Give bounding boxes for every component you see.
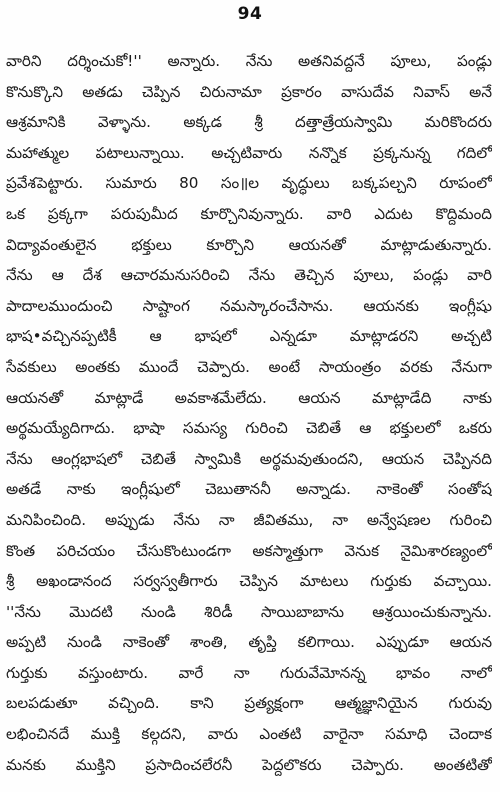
text-line: పాదాలముందుంచి సాష్టాంగ నమస్కారంచేసాను. ఆయనకు ఇంగ్లీషు <box>6 296 492 315</box>
text-line: కొనుక్కొని అతడు చెప్పిన చిరునామా ప్రకారం వాసుదేవ నివాస్ అనే <box>6 82 492 101</box>
page-number: 94 <box>237 4 263 24</box>
text-line: ప్రవేశపెట్టారు. సుమారు 80 సం॥ల వృద్ధులు బక్కపల్చని రూపంలో <box>6 174 492 193</box>
text-line: నేను ఆ దేశ ఆచారమనుసరించి నేను తెచ్చిన పూలు, పండ్లు వారి <box>6 266 492 285</box>
text-line: గుర్తుకు వస్తుంటారు. వారే నా గురువేమోనన్న భావం నాలో <box>6 663 492 682</box>
text-line: మనకు ముక్తిని ప్రసాదించలేరనీ పెద్దలొకరు చెప్పారు. అంతటితో <box>6 755 492 774</box>
text-line: అతడే నాకు ఇంగ్లీషులో చెబుతాననీ అన్నాడు. నాకెంతో సంతోష <box>6 480 492 499</box>
text-line: శ్రీ అఖండానంద సర్వస్వతీగారు చెప్పిన మాటలు గుర్తుకు వచ్చాయి. <box>6 572 492 591</box>
text-line: విద్యావంతులైన భక్తులు కూర్చొని ఆయనతో మాట్లాడుతున్నారు. <box>6 235 492 254</box>
text-line: వారిని దర్శించుకో!'' అన్నారు. నేను అతనివద్దనే పూలు, పండ్లు <box>6 52 492 70</box>
text-line: మనిపించింది. అప్పుడు నేను నా జీవితము, నా అన్వేషణల గురించి <box>6 510 492 529</box>
text-line: కొంత పరిచయం చేసుకొంటుండగా అకస్మాత్తుగా వెనుక నైమిశారణ్యంలో <box>6 541 492 560</box>
text-line: నేను ఆంగ్లభాషలో చెబితే స్వామికి అర్థమవుతుందని, ఆయన చెప్పినది <box>6 449 492 468</box>
text-line: ఆశ్రమానికి వెళ్ళాను. అక్కడ శ్రీ దత్తాత్రేయస్వామి మరికొందరు <box>6 113 492 132</box>
text-line: అర్థమయ్యేదిగాదు. భాషా సమస్య గురించి చెబితే ఆ భక్తులలో ఒకరు <box>6 419 492 438</box>
text-line: అప్పటి నుండి నాకెంతో శాంతి, తృప్తి కలిగాయి. ఎప్పుడూ ఆయన <box>6 633 492 652</box>
text-line: సేవకులు అంతకు ముందే చెప్పారు. అంటే సాయంత్రం వరకు నేనుగా <box>6 357 492 376</box>
text-line: బలపడుతూ వచ్చింది. కాని ప్రత్యక్షంగా ఆత్మజ్ఞానియైన గురువు <box>6 694 492 713</box>
text-line: లభించినదే ముక్తి కల్గదని, వారు ఎంతటి వారైనా సమాధి చెందాక <box>6 725 492 744</box>
text-line: ''నేను మొదటి నుండి శిరిడీ సాయిబాబాను ఆశ్రయించుకున్నాను. <box>6 602 492 621</box>
text-line: ఆయనతో మాట్లాడే అవకాశమేలేదు. ఆయన మాట్లాడేది నాకు <box>6 388 492 407</box>
text-line: భాష•వచ్చినప్పటికీ ఆ భాషలో ఎన్నడూ మాట్లాడరని అచ్చటి <box>6 327 492 346</box>
text-line: మహాత్ముల పటాలున్నాయి. అచ్చటివారు నన్నొక ప్రక్కనున్న గదిలో <box>6 143 492 162</box>
body-text <box>6 46 492 780</box>
text-line: ఒక ప్రక్కగా పరుపుమీద కూర్చొనివున్నారు. వారి ఎదుట కొద్దిమంది <box>6 204 492 223</box>
